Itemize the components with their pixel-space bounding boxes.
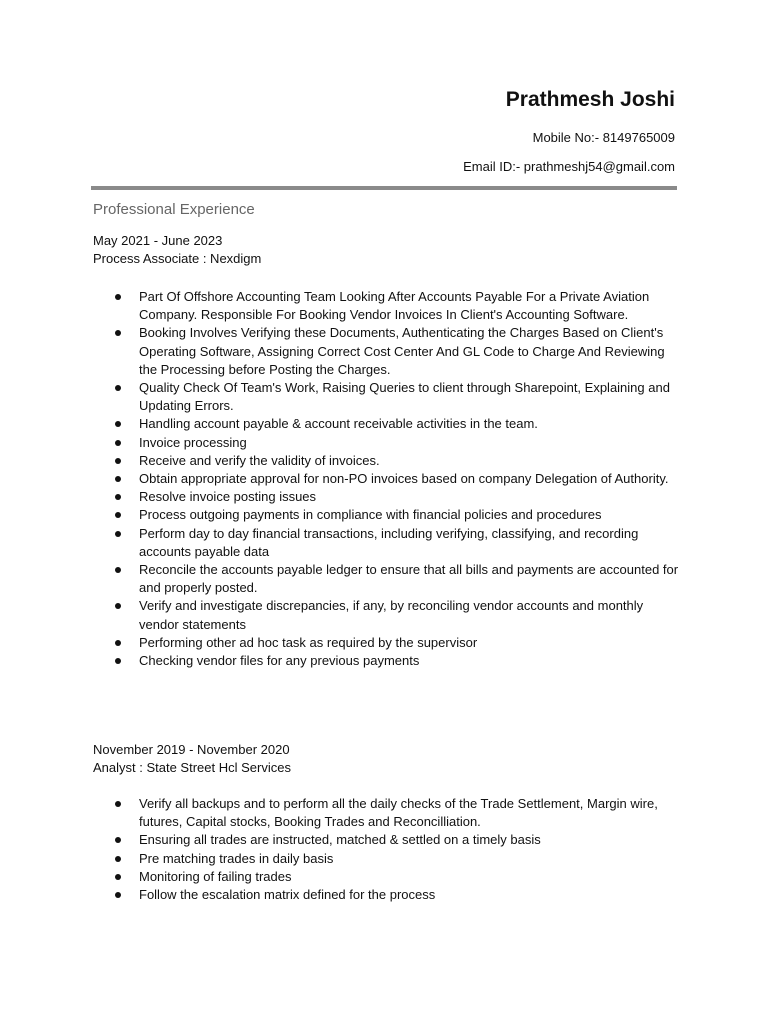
bullet-text: Part Of Offshore Accounting Team Looking After Accounts Payable For a Private Aviation Company. Responsible For Booking Vendor Invoices In Client's Accounting Software. [139,289,650,323]
bullet-text: Performing other ad hoc task as required by the supervisor [139,634,478,650]
job-dates: November 2019 - November 2020 [93,742,290,757]
job-entry-1 [93,232,683,670]
bullet-item [93,795,683,831]
bullet-dot-icon [115,603,121,609]
bullet-item [93,561,683,597]
bullet-text: Ensuring all trades are instructed, matched & settled on a timely basis [139,832,541,848]
bullet-item [93,488,683,506]
bullet-text: Checking vendor files for any previous payments [139,653,420,669]
bullet-text: Obtain appropriate approval for non-PO invoices based on company Delegation of Authority. [139,471,669,487]
bullet-dot-icon [115,658,121,664]
bullet-dot-icon [115,512,121,518]
bullet-item [93,324,683,379]
job-entry-2 [93,741,683,904]
bullet-item [93,452,683,470]
bullet-item [93,850,683,868]
mobile-number: Mobile No:- 8149765009 [532,130,675,145]
bullet-text: Receive and verify the validity of invoices. [139,452,380,468]
bullet-text: Handling account payable & account receivable activities in the team. [139,416,538,432]
bullet-dot-icon [115,856,121,862]
bullet-text: Perform day to day financial transactions, including verifying, classifying, and recording accounts payable data [139,525,639,559]
bullet-dot-icon [115,385,121,391]
bullet-dot-icon [115,874,121,880]
bullet-item [93,415,683,433]
candidate-name: Prathmesh Joshi [505,88,675,111]
bullet-dot-icon [115,892,121,898]
bullet-text: Verify and investigate discrepancies, if any, by reconciling vendor accounts and monthly vendor statements [139,598,644,632]
bullet-dot-icon [115,801,121,807]
bullet-dot-icon [115,494,121,500]
bullet-dot-icon [115,294,121,300]
bullet-dot-icon [115,837,121,843]
bullet-item [93,886,683,904]
bullet-item [93,868,683,886]
bullet-dot-icon [115,640,121,646]
job-dates: May 2021 - June 2023 [93,233,223,248]
bullet-item [93,288,683,324]
bullet-item [93,634,683,652]
header-divider [91,186,677,190]
email-address: Email ID:- prathmeshj54@gmail.com [463,159,675,174]
bullet-item [93,525,683,561]
bullet-text: Quality Check Of Team's Work, Raising Queries to client through Sharepoint, Explaining and Updating Errors. [139,380,670,414]
bullet-dot-icon [115,440,121,446]
job-role: Analyst : State Street Hcl Services [93,760,291,775]
bullet-text: Pre matching trades in daily basis [139,850,334,866]
bullet-text: Process outgoing payments in compliance with financial policies and procedures [139,507,602,523]
bullet-text: Monitoring of failing trades [139,868,292,884]
bullet-item [93,831,683,849]
bullet-dot-icon [115,567,121,573]
job-role: Process Associate : Nexdigm [93,251,262,266]
bullet-item [93,379,683,415]
bullet-item [93,597,683,633]
section-heading-experience: Professional Experience [93,201,255,218]
bullet-dot-icon [115,458,121,464]
bullet-dot-icon [115,531,121,537]
bullet-text: Resolve invoice posting issues [139,489,317,505]
bullet-dot-icon [115,330,121,336]
bullet-text: Follow the escalation matrix defined for the process [139,887,436,903]
bullet-item [93,470,683,488]
job-bullet-list [93,795,683,904]
bullet-item [93,434,683,452]
job-bullet-list [93,288,683,670]
bullet-text: Booking Involves Verifying these Documents, Authenticating the Charges Based on Client's Operating Software, Assigning Correct Cost Center And GL Code to Charge And Reviewing the Processing before Posting the Charges. [139,325,665,377]
bullet-text: Invoice processing [139,434,247,450]
bullet-text: Reconcile the accounts payable ledger to ensure that all bills and payments are accounted for and properly posted. [139,562,679,596]
bullet-dot-icon [115,421,121,427]
bullet-dot-icon [115,476,121,482]
bullet-item [93,506,683,524]
bullet-text: Verify all backups and to perform all the daily checks of the Trade Settlement, Margin wire, futures, Capital stocks, Booking Trades and Reconcilliation. [139,796,658,830]
bullet-item [93,652,683,670]
